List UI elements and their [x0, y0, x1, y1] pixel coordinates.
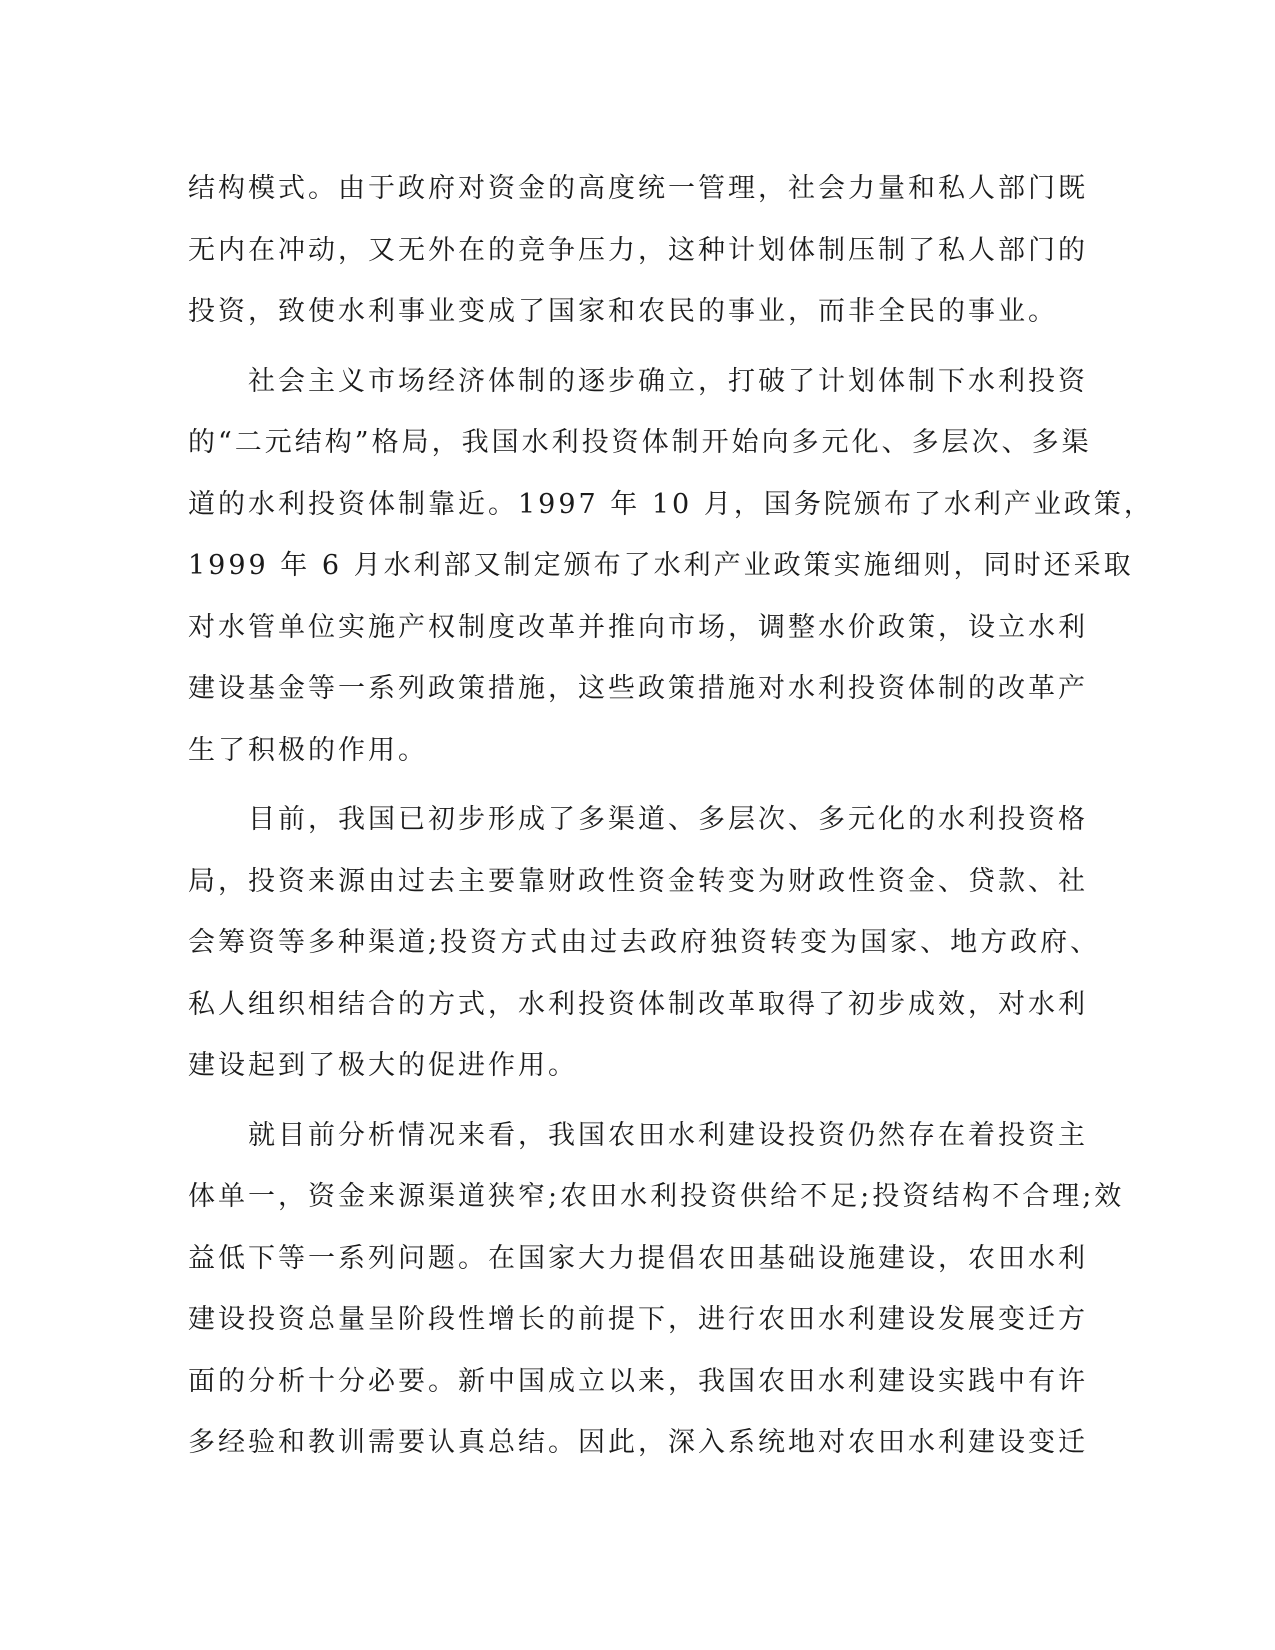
paragraph-4	[188, 1105, 1125, 1474]
text-line: 局，投资来源由过去主要靠财政性资金转变为财政性资金、贷款、社	[188, 865, 1088, 897]
text-line: 益低下等一系列问题。在国家大力提倡农田基础设施建设，农田水利	[188, 1242, 1088, 1274]
text-line: 结构模式。由于政府对资金的高度统一管理，社会力量和私人部门既	[188, 173, 1088, 204]
text-line: 建设起到了极大的促进作用。	[188, 1050, 578, 1081]
text-line: 面的分析十分必要。新中国成立以来，我国农田水利建设实践中有许	[188, 1365, 1088, 1397]
paragraph-3	[188, 789, 1101, 1097]
text-line: 1999 年 6 月水利部又制定颁布了水利产业政策实施细则，同时还采取	[188, 550, 1134, 581]
text-line: 会筹资等多种渠道;投资方式由过去政府独资转变为国家、地方政府、	[188, 927, 1101, 958]
paragraph-spacer	[188, 1097, 1088, 1105]
text-line: 建设基金等一系列政策措施，这些政策措施对水利投资体制的改革产	[188, 673, 1088, 704]
text-line: 投资，致使水利事业变成了国家和农民的事业，而非全民的事业。	[188, 296, 1058, 327]
text-line: 体单一，资金来源渠道狭窄;农田水利投资供给不足;投资结构不合理;效	[188, 1181, 1125, 1212]
paragraph-1	[188, 158, 1088, 343]
text-line: 对水管单位实施产权制度改革并推向市场，调整水价政策，设立水利	[188, 611, 1088, 643]
paragraph-spacer	[188, 781, 1088, 789]
text-line: 的“二元结构”格局，我国水利投资体制开始向多元化、多层次、多渠	[188, 427, 1092, 458]
text-line: 道的水利投资体制靠近。1997 年 10 月，国务院颁布了水利产业政策，	[188, 488, 1154, 520]
text-line: 私人组织相结合的方式，水利投资体制改革取得了初步成效，对水利	[188, 988, 1088, 1020]
text-line: 无内在冲动，又无外在的竞争压力，这种计划体制压制了私人部门的	[188, 234, 1088, 266]
paragraph-2	[188, 351, 1154, 782]
text-line: 多经验和教训需要认真总结。因此，深入系统地对农田水利建设变迁	[188, 1427, 1088, 1458]
paragraph-spacer	[188, 343, 1088, 351]
text-line: 生了积极的作用。	[188, 734, 428, 766]
text-line: 社会主义市场经济体制的逐步确立，打破了计划体制下水利投资	[188, 365, 1088, 397]
text-line: 建设投资总量呈阶段性增长的前提下，进行农田水利建设发展变迁方	[188, 1304, 1088, 1335]
body-text	[188, 158, 1154, 1474]
text-line: 目前，我国已初步形成了多渠道、多层次、多元化的水利投资格	[188, 804, 1088, 835]
text-line: 就目前分析情况来看，我国农田水利建设投资仍然存在着投资主	[188, 1119, 1088, 1151]
